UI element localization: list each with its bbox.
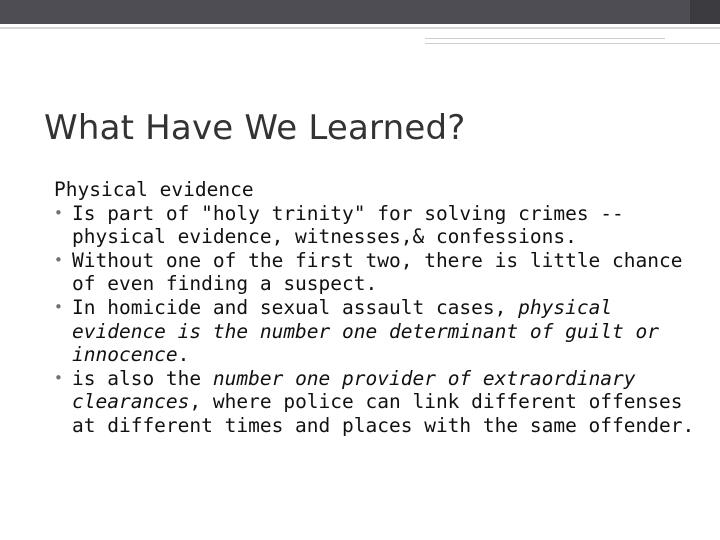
bullet-marker: • bbox=[54, 250, 63, 269]
bullet-item-1 bbox=[54, 202, 714, 249]
bullet-item-1-text: Is part of "holy trinity" for solving crimes -- physical evidence, witnesses,& confessions. bbox=[72, 201, 624, 249]
bullet-item-3-text-plain: In homicide and sexual assault cases, bbox=[72, 295, 519, 319]
bullet-marker: • bbox=[54, 368, 63, 387]
slide-body bbox=[54, 178, 714, 438]
accent-line-upper bbox=[425, 38, 665, 39]
accent-line-lower bbox=[425, 43, 720, 44]
top-band-corner-block bbox=[690, 0, 720, 24]
bullet-item-2-text: Without one of the first two, there is little chance of even finding a suspect. bbox=[72, 248, 683, 296]
bullet-item-2 bbox=[54, 249, 714, 296]
bullet-marker: • bbox=[54, 203, 63, 222]
bullet-item-4-text-italic: number one provider of extraordinary clearances bbox=[72, 366, 636, 414]
bullet-marker: • bbox=[54, 297, 63, 316]
bullet-list bbox=[54, 202, 714, 438]
bullet-item-3 bbox=[54, 296, 714, 367]
bullet-item-4 bbox=[54, 367, 714, 438]
header-divider-line bbox=[0, 27, 720, 29]
bullet-item-4-text-end: , where police can link different offenses at different times and places with the same offender. bbox=[72, 390, 695, 437]
body-heading: Physical evidence bbox=[54, 178, 254, 201]
top-decorative-band bbox=[0, 0, 720, 24]
slide-title: What Have We Learned? bbox=[44, 108, 466, 148]
bullet-item-4-text-plain: is also the bbox=[72, 366, 213, 390]
bullet-item-3-text-end: . bbox=[177, 343, 190, 367]
bullet-item-3-text-italic: physical evidence is the number one determinant of guilt or innocence bbox=[72, 295, 659, 367]
